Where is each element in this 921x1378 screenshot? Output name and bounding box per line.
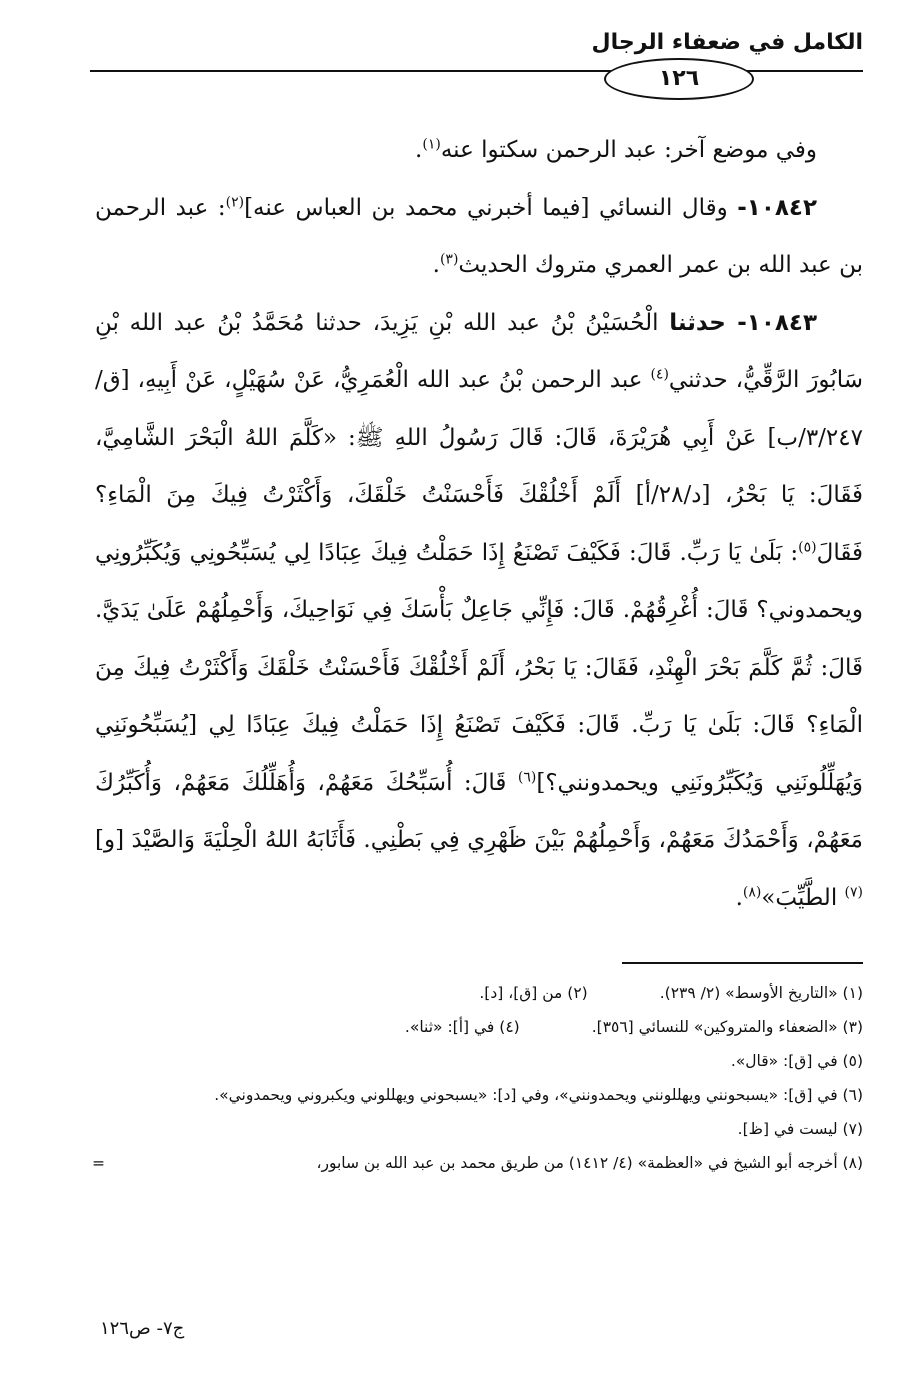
footnote-7: (٧) ليست في [ظ]. <box>737 1120 863 1138</box>
footnote-ref-7: (٧) <box>844 883 863 900</box>
book-title: الكامل في ضعفاء الرجال <box>591 30 863 55</box>
paragraph-end: . <box>432 252 440 278</box>
paragraph-end: . <box>415 137 423 163</box>
footnote-8: (٨) أخرجه أبو الشيخ في «العظمة» (٤/ ١٤١٢) من طريق محمد بن عبد الله بن سابور، <box>316 1154 863 1172</box>
paragraph-10842 <box>95 180 863 295</box>
footnote-8-row <box>92 1146 863 1180</box>
entry-number: ١٠٨٤٣- <box>737 309 817 336</box>
footnote-ref-5: (٥) <box>798 538 817 555</box>
footnote-ref-6: (٦) <box>517 768 537 785</box>
haddathana-lead: حدثنا <box>669 309 738 336</box>
page-header <box>90 28 863 72</box>
hadith-text: الطَّيِّبَ» <box>761 884 845 911</box>
page-number-badge: ١٢٦ <box>604 58 754 100</box>
paragraph-text: وقال النسائي [فيما أخبرني محمد بن العباس عنه] <box>244 194 738 221</box>
footnote-ref-2: (٢) <box>225 193 245 210</box>
hadith-text: الْحُسَيْنُ بْنُ عبد الله بْنِ يَزِيدَ، حدثنا مُحَمَّدُ بْنُ عبد الله بْنِ سَابُورَ الرَّقِّيُّ، حدثني <box>95 309 863 393</box>
paragraph-text: وفي موضع آخر: عبد الرحمن سكتوا عنه <box>440 137 817 163</box>
footnote-5: (٥) في [ق]: «قال». <box>730 1052 863 1070</box>
paragraph-end: . <box>735 884 743 911</box>
footnote-3: (٣) «الضعفاء والمتروكين» للنسائي [٣٥٦]. <box>591 1018 863 1036</box>
footnote-row <box>92 1010 863 1044</box>
footnote-row <box>92 976 863 1010</box>
hadith-text: قَالَ: أُسَبِّحُكَ مَعَهُمْ، وَأُهَلِّلُكَ مَعَهُمْ، وَأُكَبِّرُكَ مَعَهُمْ، وَأَحْمَدُكَ مَعَهُمْ، وَأَحْمِلُهُمْ بَيْنَ ظَهْرِي فِي بَطْنِي. فَأَثَابَهُ اللهُ الْحِلْيَةَ وَالصَّيْدَ [و] <box>95 769 863 853</box>
footnote-1: (١) «التاريخ الأوسط» (٢/ ٢٣٩). <box>659 984 863 1002</box>
hadith-text: عبد الرحمن بْنُ عبد الله الْعُمَرِيُّ، عَنْ سُهَيْلٍ، عَنْ أَبِيهِ، [ق/٣/٢٤٧/ب] عَنْ أَبِي هُرَيْرَةَ، قَالَ: قَالَ رَسُولُ اللهِ ﷺ: «كَلَّمَ اللهُ الْبَحْرَ الشَّامِيَّ، فَقَالَ: يَا بَحْرُ، [د/٢٨/أ] أَلَمْ أَخْلُقْكَ فَأَحْسَنْتُ خَلْقَكَ، وَأَكْثَرْتُ فِيكَ مِنَ الْمَاءِ؟ فَقَالَ <box>95 367 864 566</box>
volume-page-ref: ج٧- ص١٢٦ <box>100 1318 185 1339</box>
continuation-mark: = <box>92 1154 105 1172</box>
footnote-ref-8: (٨) <box>742 883 762 900</box>
footnote-ref-4: (٤) <box>650 366 669 383</box>
footnote-divider <box>622 962 863 964</box>
main-text <box>95 122 863 927</box>
footnote-6: (٦) في [ق]: «يسبحونني ويهللونني ويحمدونني»، وفي [د]: «يسبحوني ويهللوني ويكبروني ويحمدوني». <box>214 1086 863 1104</box>
footnote-4: (٤) في [أ]: «ثنا». <box>404 1018 520 1036</box>
paragraph-1 <box>95 122 863 180</box>
hadith-text: : بَلَىٰ يَا رَبِّ. قَالَ: فَكَيْفَ تَصْنَعُ إِذَا حَمَلْتُ فِيكَ عِبَادًا لِي يُسَبِّحُونِي وَيُكَبِّرُونِي ويحمدوني؟ قَالَ: أُغْرِقُهُمْ. قَالَ: فَإِنِّي جَاعِلٌ بَأْسَكَ فِي نَوَاحِيكَ، وَأَحْمِلُهُمْ عَلَىٰ يَدَيَّ. قَالَ: ثُمَّ كَلَّمَ بَحْرَ الْهِنْدِ، فَقَالَ: يَا بَحْرُ، أَلَمْ أَخْلُقْكَ فَأَحْسَنْتُ خَلْقَكَ وَأَكْثَرْتُ فِيكَ مِنَ الْمَاءِ؟ قَالَ: بَلَىٰ يَا رَبِّ. قَالَ: فَكَيْفَ تَصْنَعُ إِذَا حَمَلْتُ فِيكَ عِبَادًا لِي [يُسَبِّحُونَنِي وَيُهَلِّلُونَنِي وَيُكَبِّرُونَنِي ويحمدونني؟] <box>95 539 863 796</box>
paragraph-text: : عبد الرحمن بن عبد الله بن عمر العمري متروك الحديث <box>95 194 863 278</box>
entry-number: ١٠٨٤٢- <box>737 194 817 221</box>
footnotes <box>92 976 863 1180</box>
footnote-2: (٢) من [ق]، [د]. <box>479 984 588 1002</box>
paragraph-10843 <box>95 295 863 928</box>
footnote-ref-3: (٣) <box>439 251 459 268</box>
footnote-ref-1: (١) <box>422 136 441 153</box>
